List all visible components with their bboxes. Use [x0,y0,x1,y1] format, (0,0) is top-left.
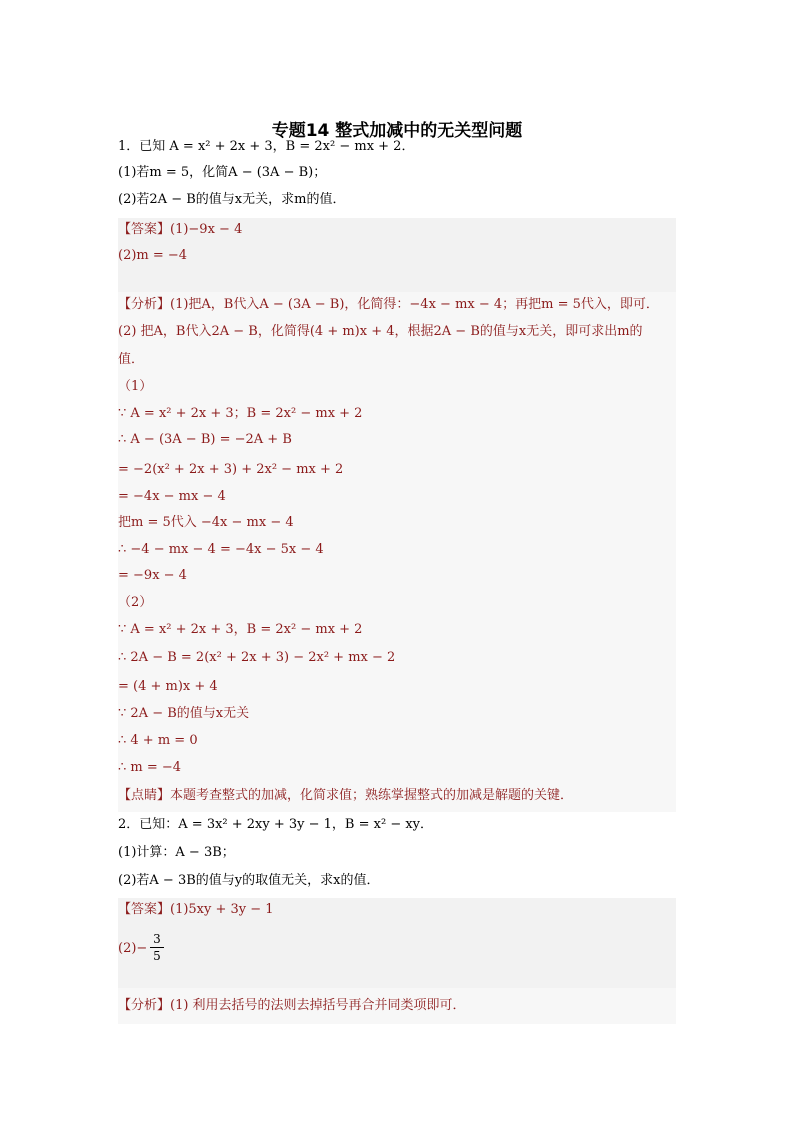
q1-step6: ∴ −4 − mx − 4 = −4x − 5x − 4 [118,542,324,557]
q1-part2: (2)若2A − B的值与x无关，求m的值． [118,192,346,207]
q1-solution-label2: （2） [118,595,153,610]
q1-step5: 把m = 5代入 −4x − mx − 4 [118,515,294,530]
q1-answer2: (2)m = −4 [118,248,188,263]
q1-analysis1: 【分析】(1)把A，B代入A − (3A − B)，化简得：−4x − mx − 4；再把m = 5代入，即可． [118,297,659,312]
q1-solution-label1: （1） [118,379,153,394]
q1-analysis2: (2) 把A，B代入2A − B，化简得(4 + m)x + 4，根据2A − B的值与x无关，即可求出m的 [118,324,643,339]
q2-answer2-fraction [150,932,164,963]
q2-part1: (1)计算：A − 3B； [118,845,235,860]
q1-step3: = −2(x² + 2x + 3) + 2x² − mx + 2 [118,462,344,477]
q1-step1: ∵ A = x² + 2x + 3；B = 2x² − mx + 2 [118,406,363,421]
q1-step12: ∴ 4 + m = 0 [118,733,198,748]
q1-answer1: 【答案】(1)−9x − 4 [118,222,243,237]
q1-step8: ∵ A = x² + 2x + 3，B = 2x² − mx + 2 [118,622,363,637]
q2-part2: (2)若A − 3B的值与y的取值无关，求x的值． [118,873,380,888]
fraction-numerator: 3 [153,932,161,946]
q2-analysis1: 【分析】(1) 利用去括号的法则去掉括号再合并同类项即可． [118,998,466,1013]
fraction-denominator: 5 [153,949,161,963]
q2-answer2-prefix: (2)− [118,941,148,956]
fraction-bar [150,947,164,948]
q1-step10: = (4 + m)x + 4 [118,679,218,694]
q1-step9: ∴ 2A − B = 2(x² + 2x + 3) − 2x² + mx − 2 [118,650,396,665]
q1-comment: 【点睛】本题考查整式的加减，化简求值；熟练掌握整式的加减是解题的关键． [118,788,574,803]
q1-step13: ∴ m = −4 [118,760,182,775]
q1-stem: 1．已知 A = x² + 2x + 3，B = 2x² − mx + 2． [118,139,415,154]
q2-stem: 2．已知：A = 3x² + 2xy + 3y − 1，B = x² − xy． [118,817,434,832]
q1-step2: ∴ A − (3A − B) = −2A + B [118,432,292,447]
q2-answer1: 【答案】(1)5xy + 3y − 1 [118,902,274,917]
q1-step11: ∵ 2A − B的值与x无关 [118,706,250,721]
page-title: 专题14 整式加减中的无关型问题 [271,121,523,141]
q1-analysis3: 值． [118,352,145,367]
q1-step7: = −9x − 4 [118,568,187,583]
q1-step4: = −4x − mx − 4 [118,489,226,504]
q1-part1: (1)若m = 5，化简A − (3A − B)； [118,165,327,180]
